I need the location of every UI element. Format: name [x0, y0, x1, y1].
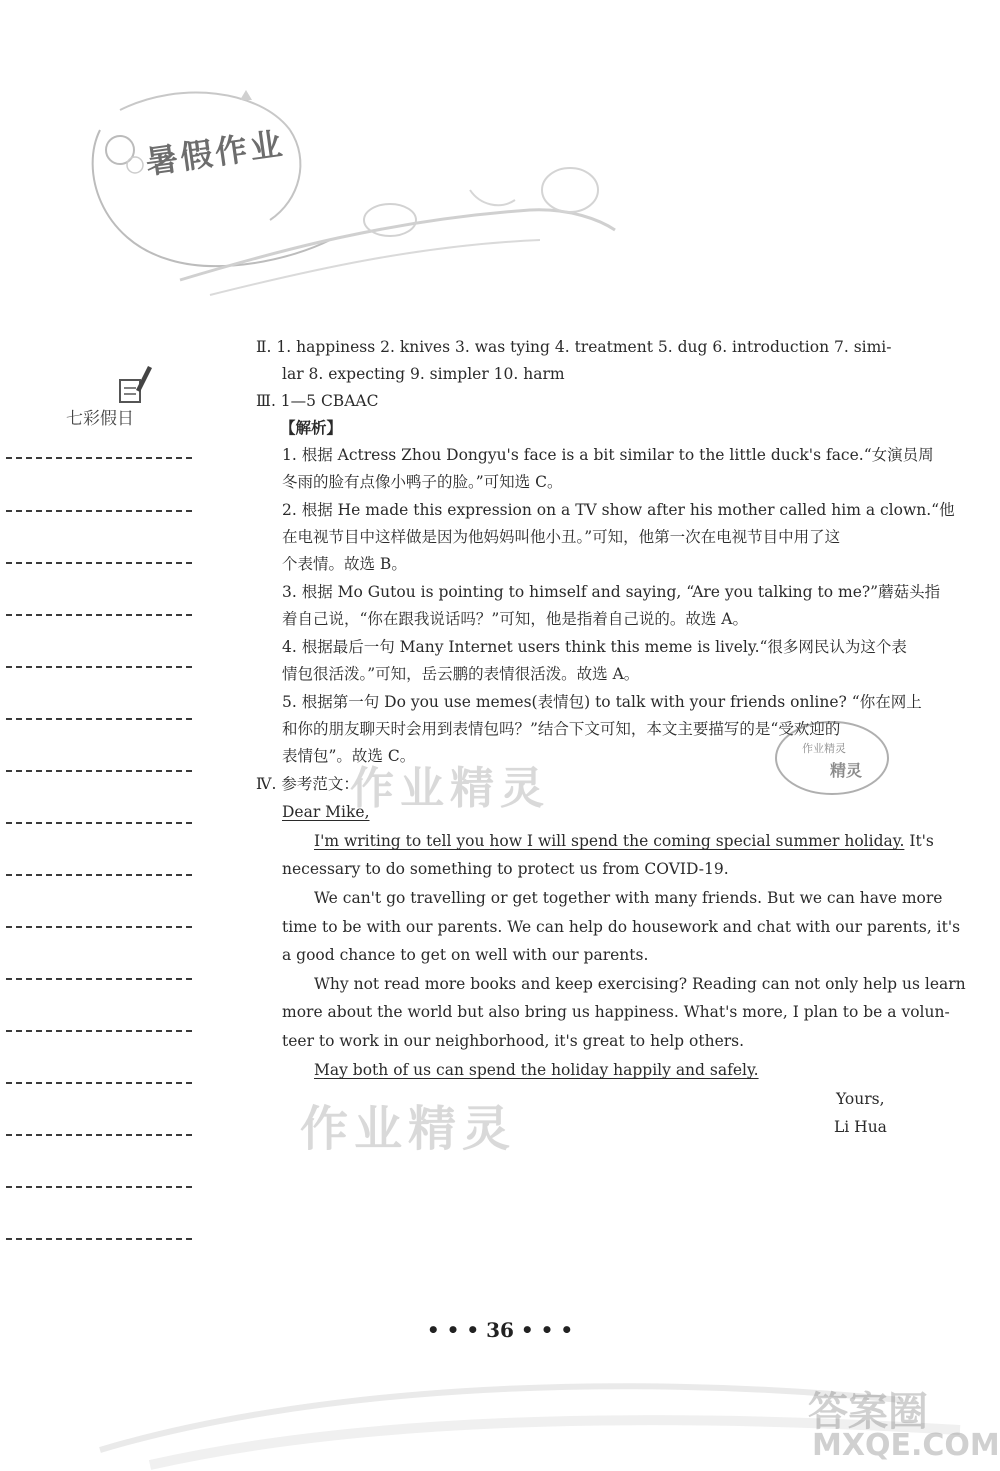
letter-p1-line1 [314, 830, 934, 852]
watermark: 作业精灵 [350, 763, 550, 814]
stamp-top-text: 作业精灵 [802, 742, 846, 755]
analysis-line: 冬雨的脸有点像小鸭子的脸。”可知选 C。 [282, 473, 563, 491]
letter-p1-rest: It's [904, 832, 934, 850]
note-line [6, 614, 192, 616]
note-line [6, 1030, 192, 1032]
analysis-line: 情包很活泼。”可知，岳云鹏的表情很活泼。故选 A。 [282, 665, 640, 683]
analysis-line: 表情包”。故选 C。 [282, 747, 416, 765]
section2-line2: lar 8. expecting 9. simpler 10. harm [282, 365, 565, 383]
note-line [6, 926, 192, 928]
analysis-line: 1. 根据 Actress Zhou Dongyu's face is a bit similar to the little duck's face.“女演员周 [282, 446, 934, 464]
letter-line: time to be with our parents. We can help do housework and chat with our parents, it's [282, 918, 961, 936]
section2-line1: Ⅱ. 1. happiness 2. knives 3. was tying 4. treatment 5. dug 6. introduction 7. simi- [256, 338, 892, 356]
section3-answers: Ⅲ. 1—5 CBAAC [256, 392, 379, 410]
section4-heading: Ⅳ. 参考范文： [256, 775, 359, 793]
letter-greeting: Dear Mike, [282, 803, 370, 821]
note-line [6, 1134, 192, 1136]
letter-closing: Yours, [836, 1090, 885, 1108]
stamp-seal [772, 718, 892, 798]
analysis-line: 2. 根据 He made this expression on a TV show after his mother called him a clown.“他 [282, 501, 955, 519]
note-line [6, 666, 192, 668]
note-line [6, 978, 192, 980]
watermark: 作业精灵 [300, 1101, 517, 1157]
letter-line: a good chance to get on well with our parents. [282, 946, 649, 964]
analysis-line: 3. 根据 Mo Gutou is pointing to himself and saying, “Are you talking to me?”蘑菇头指 [282, 583, 941, 601]
analysis-line: 5. 根据第一句 Do you use memes(表情包) to talk with your friends online? “你在网上 [282, 693, 922, 711]
pencil-icon [118, 362, 154, 406]
letter-signature: Li Hua [834, 1118, 887, 1136]
header-decoration [60, 70, 620, 300]
sidebar-label: 七彩假日 [66, 409, 134, 429]
header-title: 暑假作业 [143, 124, 288, 182]
site-logo: 答案圈 [808, 1389, 928, 1435]
analysis-label: 【解析】 [280, 418, 343, 437]
note-line [6, 874, 192, 876]
letter-line: We can't go travelling or get together with many friends. But we can have more [314, 889, 943, 907]
stamp-bottom-text: 精灵 [830, 761, 863, 780]
analysis-line: 个表情。故选 B。 [282, 555, 407, 573]
page-number: • • • 36 • • • [426, 1318, 574, 1342]
note-line [6, 562, 192, 564]
note-line [6, 457, 192, 459]
analysis-line: 和你的朋友聊天时会用到表情包吗？”结合下文可知，本文主要描写的是“受欢迎的 [282, 720, 841, 738]
note-line [6, 1238, 192, 1240]
site-url: MXQE.COM [812, 1428, 1000, 1463]
note-line [6, 718, 192, 720]
note-line [6, 1186, 192, 1188]
letter-closing-sentence: May both of us can spend the holiday happily and safely. [314, 1061, 759, 1079]
letter-line: more about the world but also bring us happiness. What's more, I plan to be a volun- [282, 1003, 950, 1021]
analysis-line: 4. 根据最后一句 Many Internet users think this meme is lively.“很多网民认为这个表 [282, 638, 907, 656]
note-line [6, 822, 192, 824]
note-line [6, 770, 192, 772]
analysis-line: 在电视节目中这样做是因为他妈妈叫他小丑。”可知，他第一次在电视节目中用了这 [282, 528, 841, 546]
letter-line: necessary to do something to protect us from COVID-19. [282, 860, 729, 878]
note-line [6, 510, 192, 512]
note-line [6, 1082, 192, 1084]
letter-topic-sentence: I'm writing to tell you how I will spend the coming special summer holiday. [314, 832, 905, 850]
analysis-line: 着自己说，“你在跟我说话吗？”可知，他是指着自己说的。故选 A。 [282, 610, 748, 628]
letter-line: Why not read more books and keep exercising? Reading can not only help us learn [314, 975, 966, 993]
letter-line: teer to work in our neighborhood, it's great to help others. [282, 1032, 745, 1050]
